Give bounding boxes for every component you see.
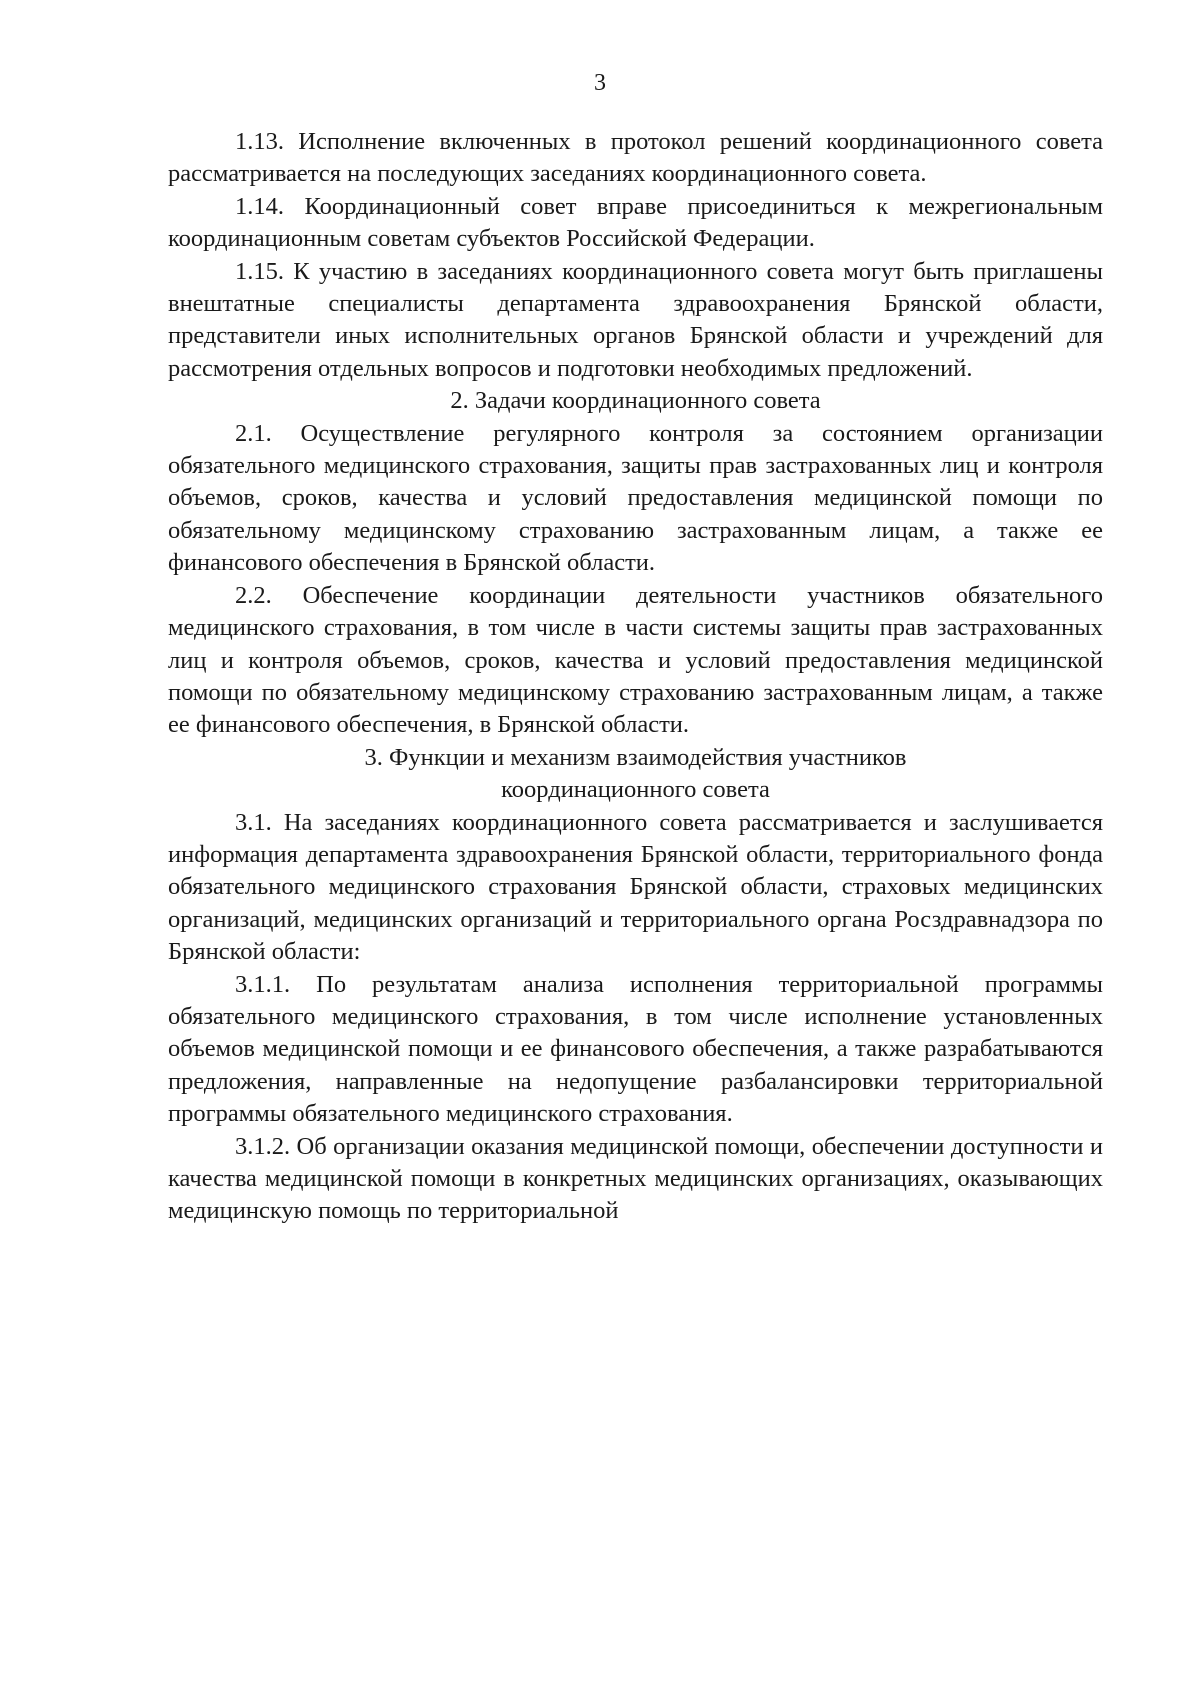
paragraph-1-15: 1.15. К участию в заседаниях координационного совета могут быть приглашены внештатные специалисты департамента здравоохранения Брянской области, представители иных исполнительных органов Брянской области и учреждений для рассмотрения отдельных вопросов и подготовки необходимых предложений. [168,257,1103,382]
section-3-heading [168,742,1103,807]
section-2-heading [168,385,1103,417]
section-3-title-line2: координационного совета [501,776,770,804]
section-3-title-line1: 3. Функции и механизм взаимодействия участников [364,743,907,771]
document-body [168,126,1103,1228]
paragraph-3-1-1: 3.1.1. По результатам анализа исполнения территориальной программы обязательного медицинского страхования, в том числе исполнение установленных объемов медицинской помощи и ее финансового обеспечения, а также разрабатываются предложения, направленные на недопущение разбалансировки территориальной программы обязательного медицинского страхования. [168,970,1103,1128]
section-2-title: 2. Задачи координационного совета [450,387,821,415]
paragraph-1-14: 1.14. Координационный совет вправе присоединиться к межрегиональным координационным советам субъектов Российской Федерации. [168,192,1103,253]
paragraph-3-1-2: 3.1.2. Об организации оказания медицинской помощи, обеспечении доступности и качества медицинской помощи в конкретных медицинских организациях, оказывающих медицинскую помощь по территориальной [168,1132,1103,1225]
paragraph-2-2: 2.2. Обеспечение координации деятельности участников обязательного медицинского страхования, в том числе в части системы защиты прав застрахованных лиц и контроля объемов, сроков, качества и условий предоставления медицинской помощи по обязательному медицинскому страхованию застрахованным лицам, а также ее финансового обеспечения, в Брянской области. [168,581,1103,739]
paragraph-1-13: 1.13. Исполнение включенных в протокол решений координационного совета рассматривается на последующих заседаниях координационного совета. [168,128,1103,188]
paragraph-3-1: 3.1. На заседаниях координационного совета рассматривается и заслушивается информация департамента здравоохранения Брянской области, территориального фонда обязательного медицинского страхования Брянской области, страховых медицинских организаций, медицинских организаций и территориального органа Росздравнадзора по Брянской области: [168,808,1103,966]
paragraph-2-1: 2.1. Осуществление регулярного контроля за состоянием организации обязательного медицинского страхования, защиты прав застрахованных лиц и контроля объемов, сроков, качества и условий предоставления медицинской помощи по обязательному медицинскому страхованию застрахованным лицам, а также ее финансового обеспечения в Брянской области. [168,419,1103,577]
page-number: 3 [594,70,606,96]
